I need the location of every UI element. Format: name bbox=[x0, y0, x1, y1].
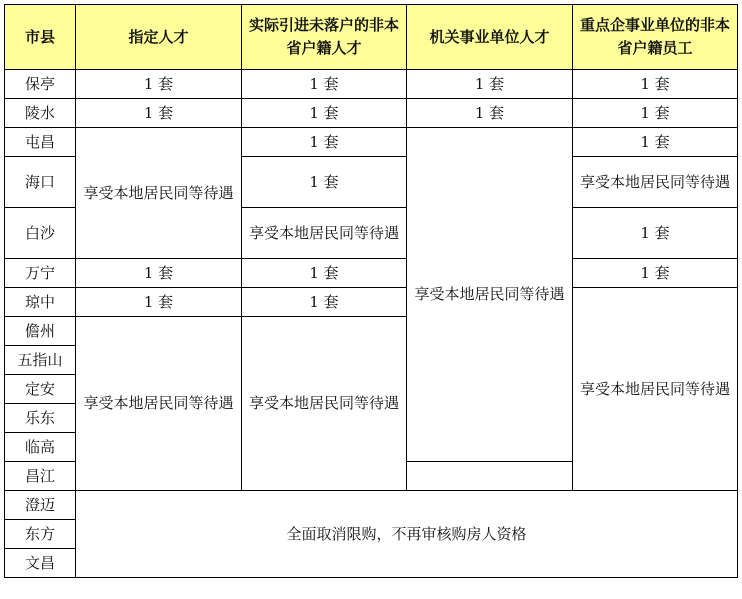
value-cell: 享受本地居民同等待遇 bbox=[242, 208, 407, 259]
city-cell: 陵水 bbox=[5, 99, 76, 128]
header-row bbox=[5, 5, 738, 70]
value-cell: 1 套 bbox=[573, 128, 738, 157]
value-cell: 享受本地居民同等待遇 bbox=[407, 128, 573, 462]
value-cell: 享受本地居民同等待遇 bbox=[242, 317, 407, 491]
header-designated-talent: 指定人才 bbox=[76, 5, 242, 70]
value-cell: 1 套 bbox=[242, 128, 407, 157]
city-cell: 昌江 bbox=[5, 462, 76, 491]
city-cell: 澄迈 bbox=[5, 491, 76, 520]
value-cell: 1 套 bbox=[573, 259, 738, 288]
city-cell: 白沙 bbox=[5, 208, 76, 259]
city-cell: 五指山 bbox=[5, 346, 76, 375]
table-row bbox=[5, 259, 738, 288]
city-cell: 乐东 bbox=[5, 404, 76, 433]
value-cell: 1 套 bbox=[76, 70, 242, 99]
city-cell: 儋州 bbox=[5, 317, 76, 346]
city-cell: 海口 bbox=[5, 157, 76, 208]
city-cell: 定安 bbox=[5, 375, 76, 404]
header-introduced-talent: 实际引进未落户的非本省户籍人才 bbox=[242, 5, 407, 70]
table-row bbox=[5, 99, 738, 128]
value-cell: 1 套 bbox=[573, 99, 738, 128]
value-cell: 享受本地居民同等待遇 bbox=[76, 317, 242, 491]
header-county: 市县 bbox=[5, 5, 76, 70]
table-row bbox=[5, 491, 738, 520]
value-cell: 1 套 bbox=[573, 208, 738, 259]
table-row bbox=[5, 288, 738, 317]
value-cell: 1 套 bbox=[242, 288, 407, 317]
housing-policy-table bbox=[4, 4, 738, 578]
value-cell: 1 套 bbox=[242, 157, 407, 208]
value-cell: 1 套 bbox=[76, 259, 242, 288]
value-cell: 1 套 bbox=[407, 99, 573, 128]
value-cell: 全面取消限购，不再审核购房人资格 bbox=[76, 491, 738, 578]
table-row bbox=[5, 70, 738, 99]
city-cell: 万宁 bbox=[5, 259, 76, 288]
city-cell: 文昌 bbox=[5, 549, 76, 578]
value-cell: 1 套 bbox=[76, 288, 242, 317]
header-key-enterprise-staff: 重点企事业单位的非本省户籍员工 bbox=[573, 5, 738, 70]
value-cell: 1 套 bbox=[76, 99, 242, 128]
city-cell: 屯昌 bbox=[5, 128, 76, 157]
table-row bbox=[5, 128, 738, 157]
value-cell: 1 套 bbox=[242, 259, 407, 288]
city-cell: 东方 bbox=[5, 520, 76, 549]
value-cell: 1 套 bbox=[242, 99, 407, 128]
header-institution-talent: 机关事业单位人才 bbox=[407, 5, 573, 70]
value-cell: 1 套 bbox=[407, 70, 573, 99]
value-cell: 享受本地居民同等待遇 bbox=[573, 288, 738, 491]
city-cell: 临高 bbox=[5, 433, 76, 462]
value-cell: 享受本地居民同等待遇 bbox=[76, 128, 242, 259]
value-cell: 1 套 bbox=[242, 70, 407, 99]
value-cell: 1 套 bbox=[573, 70, 738, 99]
value-cell: 享受本地居民同等待遇 bbox=[573, 157, 738, 208]
city-cell: 琼中 bbox=[5, 288, 76, 317]
city-cell: 保亭 bbox=[5, 70, 76, 99]
